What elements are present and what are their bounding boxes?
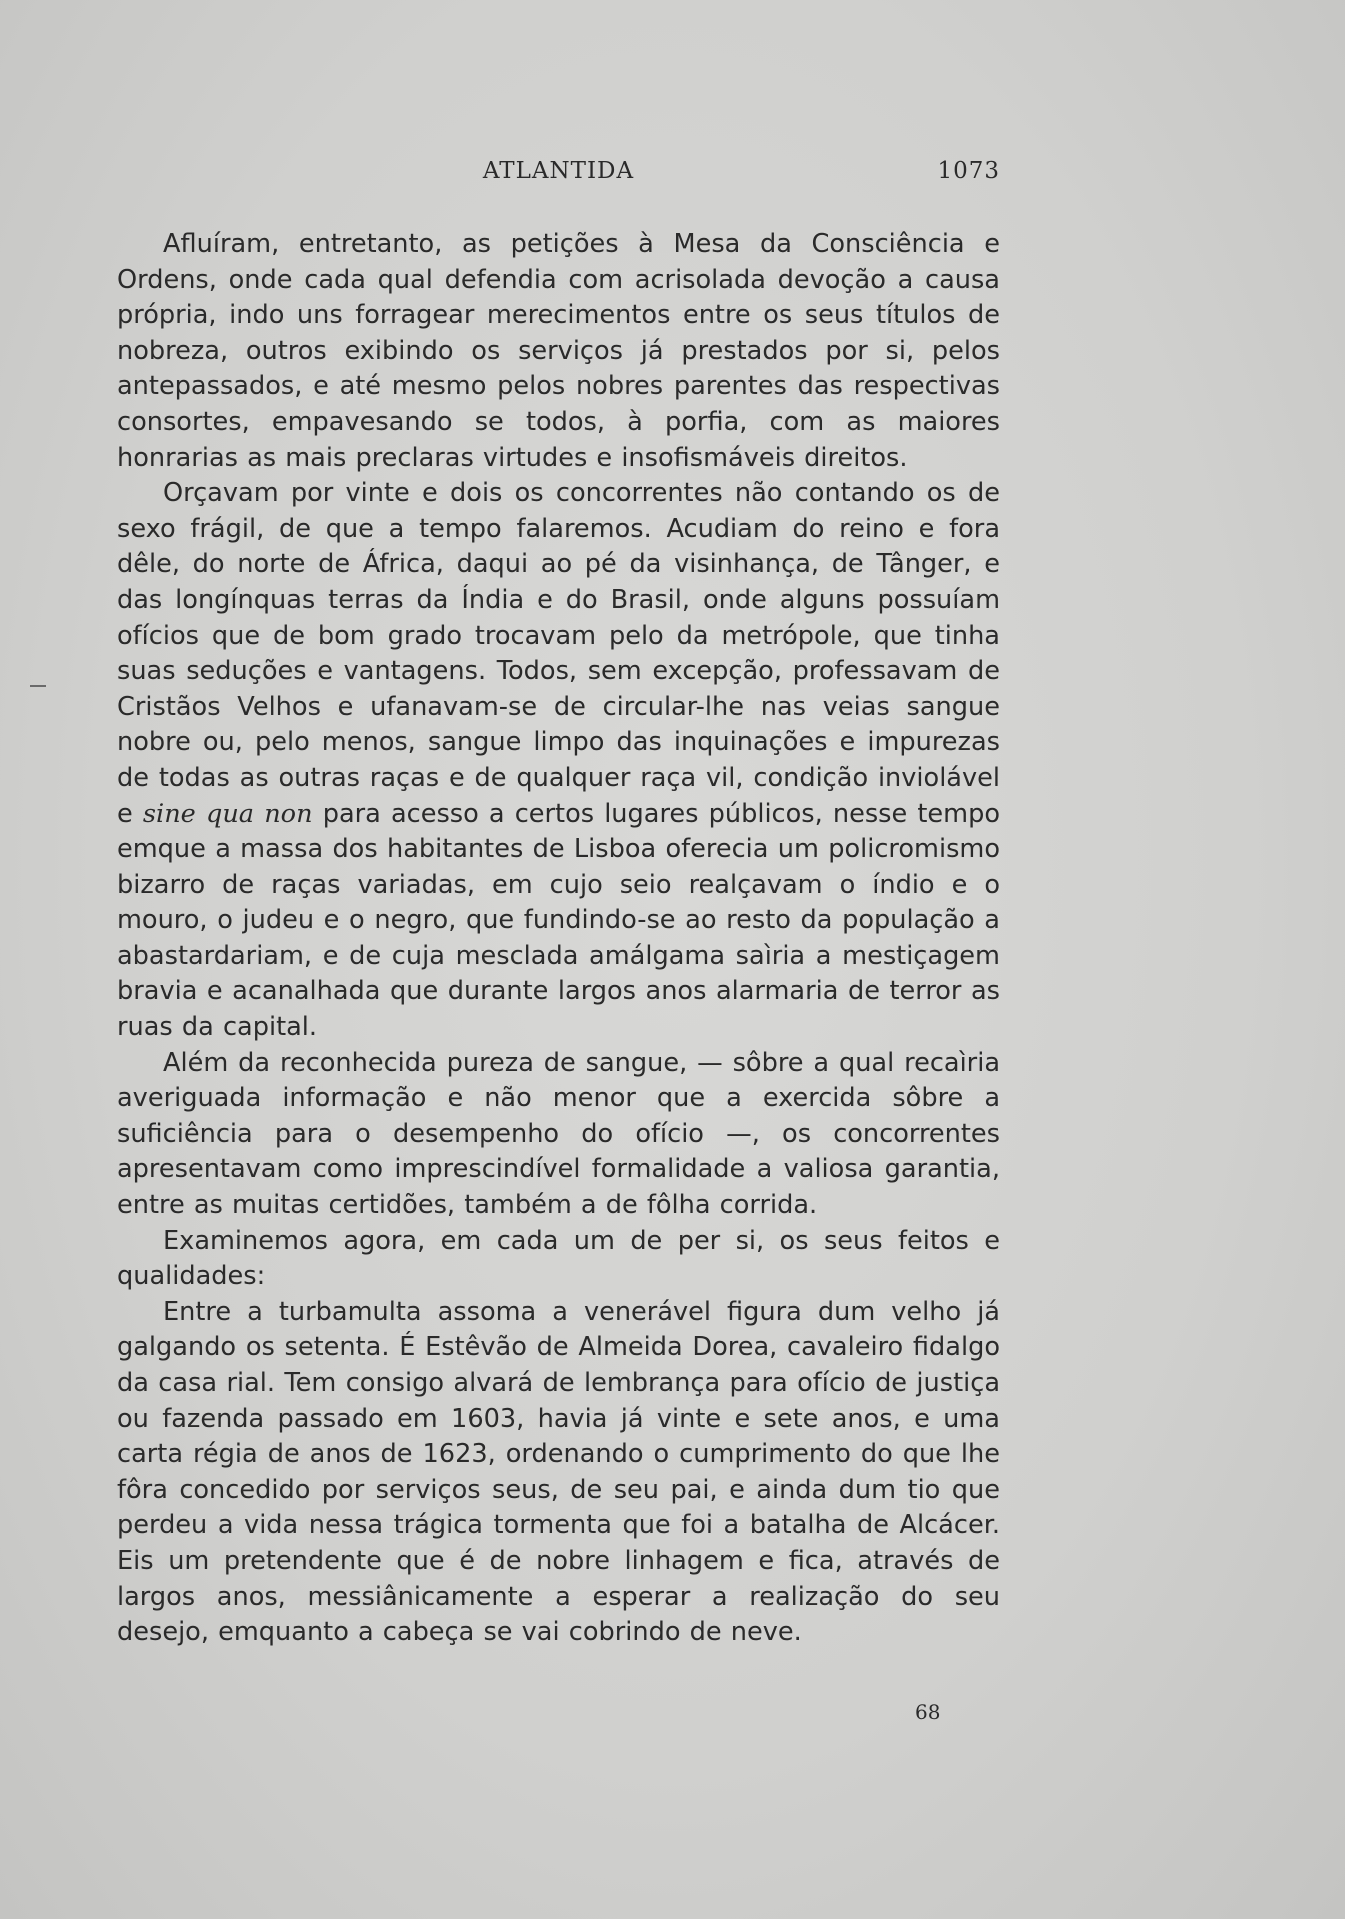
- page-header: [117, 158, 1000, 192]
- paragraph: Afluíram, entretanto, as petições à Mesa da Consciência e Ordens, onde cada qual defendia com acrisolada devoção a causa própria, indo uns forragear merecimentos entre os seus títulos de nobreza, outros exibindo os serviços já prestados por si, pelos antepassados, e até mesmo pelos nobres parentes das respectivas consortes, empavesando se todos, à porfia, com as maiores honrarias as mais preclaras virtudes e insofismáveis direitos.: [117, 229, 1000, 473]
- paragraph: Entre a turbamulta assoma a venerável figura dum velho já galgando os setenta. É Estêvão de Almeida Dorea, cavaleiro fidalgo da casa rial. Tem consigo alvará de lembrança para ofício de justiça ou fazenda passado em 1603, havia já vinte e sete anos, e uma carta régia de anos de 1623, ordenando o cumprimento do que lhe fôra concedido por serviços seus, de seu pai, e ainda dum tio que perdeu a vida nessa trágica tormenta que foi a batalha de Alcácer. Eis um pretendente que é de nobre linhagem e fica, através de largos anos, messiânicamente a esperar a realização do seu desejo, emquanto a cabeça se vai cobrindo de neve.: [117, 1296, 1000, 1648]
- body-text: [117, 227, 1000, 1651]
- paragraph: [117, 476, 1000, 1046]
- margin-mark: [30, 685, 46, 687]
- page-number: 1073: [937, 158, 1000, 184]
- paragraph: Examinemos agora, em cada um de per si, os seus feitos e qualidades:: [117, 1225, 1000, 1292]
- latin-phrase: sine qua non: [142, 798, 313, 829]
- paragraph-text: para acesso a certos lugares públicos, nesse tempo emque a massa dos habitantes de Lisboa oferecia um policromismo bizarro de raças variadas, em cujo seio realçavam o índio e o mouro, o judeu e o negro, que fundindo-se ao resto da população a abastardariam, e de cuja mesclada amálgama saìria a mestiçagem bravia e acanalhada que durante largos anos alarmaria de terror as ruas da capital.: [117, 798, 1000, 1043]
- paragraph-text: Orçavam por vinte e dois os concorrentes não contando os de sexo frágil, de que a tempo falaremos. Acudiam do reino e fora dêle, do norte de África, daqui ao pé da visinhança, de Tânger, e das longínquas terras da Índia e do Brasil, onde alguns possuíam ofícios que de bom grado trocavam pelo da metrópole, que tinha suas seduções e vantagens. Todos, sem excepção, professavam de Cristãos Velhos e ufanavam-se de circular-lhe nas veias sangue nobre ou, pelo menos, sangue limpo das inquinações e impurezas de todas as outras raças e de qualquer raça vil, condição inviolável e: [117, 478, 1000, 829]
- signature-mark: 68: [915, 1700, 941, 1724]
- paragraph: Além da reconhecida pureza de sangue, — sôbre a qual recaìria averiguada informação e não menor que a exercida sôbre a suficiência para o desempenho do ofício —, os concorrentes apresentavam como imprescindível formalidade a valiosa garantia, entre as muitas certidões, também a de fôlha corrida.: [117, 1047, 1000, 1221]
- running-title: ATLANTIDA: [482, 158, 635, 184]
